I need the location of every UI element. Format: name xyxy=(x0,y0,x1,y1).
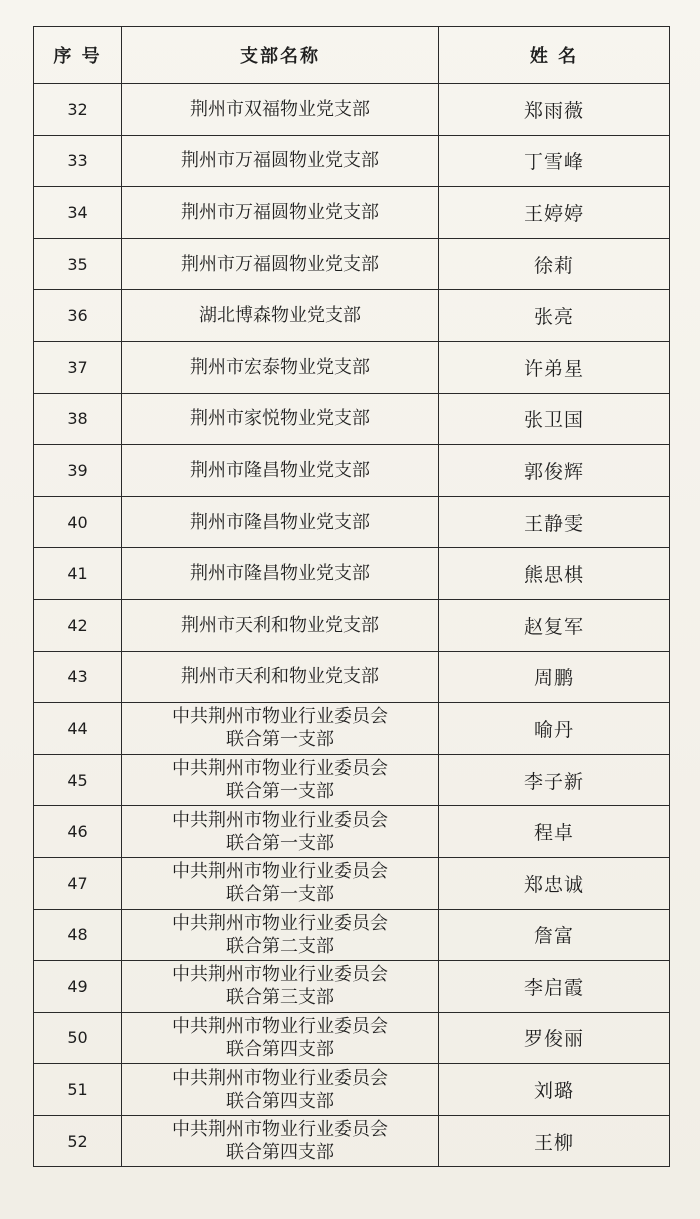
person-name-cell: 郑雨薇 xyxy=(439,84,670,136)
branch-name-line: 联合第一支部 xyxy=(226,729,334,751)
branch-name-line: 中共荆州市物业行业委员会 xyxy=(172,1119,388,1141)
branch-name-cell xyxy=(122,238,439,290)
table-row xyxy=(34,1115,670,1167)
branch-name-cell xyxy=(122,187,439,239)
table-row xyxy=(34,341,670,393)
table-row xyxy=(34,1012,670,1064)
header-branch-name: 支部名称 xyxy=(122,27,439,84)
serial-number-cell: 47 xyxy=(34,857,122,909)
person-name-cell: 罗俊丽 xyxy=(439,1012,670,1064)
table-row xyxy=(34,548,670,600)
person-name-cell: 王婷婷 xyxy=(439,187,670,239)
serial-number-cell: 37 xyxy=(34,341,122,393)
table-row xyxy=(34,393,670,445)
table-row xyxy=(34,238,670,290)
serial-number-cell: 39 xyxy=(34,445,122,497)
branch-name-line: 中共荆州市物业行业委员会 xyxy=(172,758,388,780)
branch-name-line: 荆州市隆昌物业党支部 xyxy=(190,563,370,585)
serial-number-cell: 51 xyxy=(34,1064,122,1116)
table-row xyxy=(34,290,670,342)
table-row xyxy=(34,599,670,651)
branch-name-line: 荆州市隆昌物业党支部 xyxy=(190,459,370,481)
branch-name-line: 联合第一支部 xyxy=(226,781,334,803)
person-name-cell: 徐莉 xyxy=(439,238,670,290)
person-name-cell: 张亮 xyxy=(439,290,670,342)
table-row xyxy=(34,1064,670,1116)
table-row xyxy=(34,84,670,136)
branch-name-cell xyxy=(122,135,439,187)
table-row xyxy=(34,754,670,806)
table-row xyxy=(34,496,670,548)
table-header-row xyxy=(34,27,670,84)
branch-name-line: 荆州市宏泰物业党支部 xyxy=(190,356,370,378)
branch-name-line: 荆州市家悦物业党支部 xyxy=(190,408,370,430)
serial-number-cell: 40 xyxy=(34,496,122,548)
table-row xyxy=(34,445,670,497)
branch-name-cell xyxy=(122,651,439,703)
table-row xyxy=(34,909,670,961)
serial-number-cell: 34 xyxy=(34,187,122,239)
person-name-cell: 赵复军 xyxy=(439,599,670,651)
table-row xyxy=(34,806,670,858)
branch-name-line: 联合第四支部 xyxy=(226,1142,334,1164)
person-name-cell: 熊思棋 xyxy=(439,548,670,600)
table-row xyxy=(34,961,670,1013)
person-name-cell: 王静雯 xyxy=(439,496,670,548)
person-name-cell: 王柳 xyxy=(439,1115,670,1167)
person-name-cell: 许弟星 xyxy=(439,341,670,393)
serial-number-cell: 32 xyxy=(34,84,122,136)
branch-name-line: 联合第一支部 xyxy=(226,832,334,854)
branch-name-line: 湖北博森物业党支部 xyxy=(199,305,361,327)
serial-number-cell: 49 xyxy=(34,961,122,1013)
person-name-cell: 程卓 xyxy=(439,806,670,858)
serial-number-cell: 33 xyxy=(34,135,122,187)
table-row xyxy=(34,857,670,909)
person-name-cell: 李启霞 xyxy=(439,961,670,1013)
branch-name-cell xyxy=(122,341,439,393)
branch-name-line: 荆州市双福物业党支部 xyxy=(190,98,370,120)
person-name-cell: 郑忠诚 xyxy=(439,857,670,909)
branch-name-cell xyxy=(122,961,439,1013)
branch-name-cell xyxy=(122,548,439,600)
serial-number-cell: 35 xyxy=(34,238,122,290)
branch-name-line: 荆州市万福圆物业党支部 xyxy=(181,150,379,172)
header-person-name: 姓 名 xyxy=(439,27,670,84)
branch-name-line: 联合第一支部 xyxy=(226,884,334,906)
branch-name-line: 中共荆州市物业行业委员会 xyxy=(172,912,388,934)
branch-name-line: 中共荆州市物业行业委员会 xyxy=(172,706,388,728)
serial-number-cell: 36 xyxy=(34,290,122,342)
branch-name-line: 中共荆州市物业行业委员会 xyxy=(172,1067,388,1089)
branch-name-line: 中共荆州市物业行业委员会 xyxy=(172,861,388,883)
person-name-cell: 周鹏 xyxy=(439,651,670,703)
person-name-cell: 刘璐 xyxy=(439,1064,670,1116)
serial-number-cell: 50 xyxy=(34,1012,122,1064)
serial-number-cell: 41 xyxy=(34,548,122,600)
table-row xyxy=(34,703,670,755)
header-serial-number: 序 号 xyxy=(34,27,122,84)
roster-table xyxy=(33,26,670,1167)
serial-number-cell: 38 xyxy=(34,393,122,445)
branch-name-cell xyxy=(122,599,439,651)
branch-name-line: 荆州市天利和物业党支部 xyxy=(181,666,379,688)
serial-number-cell: 42 xyxy=(34,599,122,651)
branch-name-cell xyxy=(122,806,439,858)
branch-name-line: 联合第四支部 xyxy=(226,1090,334,1112)
branch-name-cell xyxy=(122,909,439,961)
person-name-cell: 李子新 xyxy=(439,754,670,806)
person-name-cell: 丁雪峰 xyxy=(439,135,670,187)
branch-name-cell xyxy=(122,1064,439,1116)
person-name-cell: 张卫国 xyxy=(439,393,670,445)
branch-name-line: 联合第四支部 xyxy=(226,1038,334,1060)
serial-number-cell: 48 xyxy=(34,909,122,961)
branch-name-cell xyxy=(122,857,439,909)
branch-name-cell xyxy=(122,290,439,342)
branch-name-cell xyxy=(122,84,439,136)
branch-name-line: 荆州市万福圆物业党支部 xyxy=(181,201,379,223)
branch-name-line: 联合第二支部 xyxy=(226,935,334,957)
person-name-cell: 郭俊辉 xyxy=(439,445,670,497)
serial-number-cell: 52 xyxy=(34,1115,122,1167)
person-name-cell: 喻丹 xyxy=(439,703,670,755)
table-body xyxy=(34,84,670,1167)
branch-name-line: 中共荆州市物业行业委员会 xyxy=(172,964,388,986)
branch-name-cell xyxy=(122,496,439,548)
branch-name-cell xyxy=(122,1115,439,1167)
table-row xyxy=(34,187,670,239)
branch-name-cell xyxy=(122,703,439,755)
serial-number-cell: 43 xyxy=(34,651,122,703)
branch-name-cell xyxy=(122,754,439,806)
branch-name-cell xyxy=(122,1012,439,1064)
branch-name-line: 荆州市天利和物业党支部 xyxy=(181,614,379,636)
serial-number-cell: 44 xyxy=(34,703,122,755)
branch-name-cell xyxy=(122,393,439,445)
branch-name-line: 联合第三支部 xyxy=(226,987,334,1009)
serial-number-cell: 45 xyxy=(34,754,122,806)
serial-number-cell: 46 xyxy=(34,806,122,858)
branch-name-line: 荆州市万福圆物业党支部 xyxy=(181,253,379,275)
table-row xyxy=(34,651,670,703)
person-name-cell: 詹富 xyxy=(439,909,670,961)
branch-name-line: 中共荆州市物业行业委员会 xyxy=(172,1015,388,1037)
branch-name-cell xyxy=(122,445,439,497)
branch-name-line: 荆州市隆昌物业党支部 xyxy=(190,511,370,533)
table-row xyxy=(34,135,670,187)
branch-name-line: 中共荆州市物业行业委员会 xyxy=(172,809,388,831)
